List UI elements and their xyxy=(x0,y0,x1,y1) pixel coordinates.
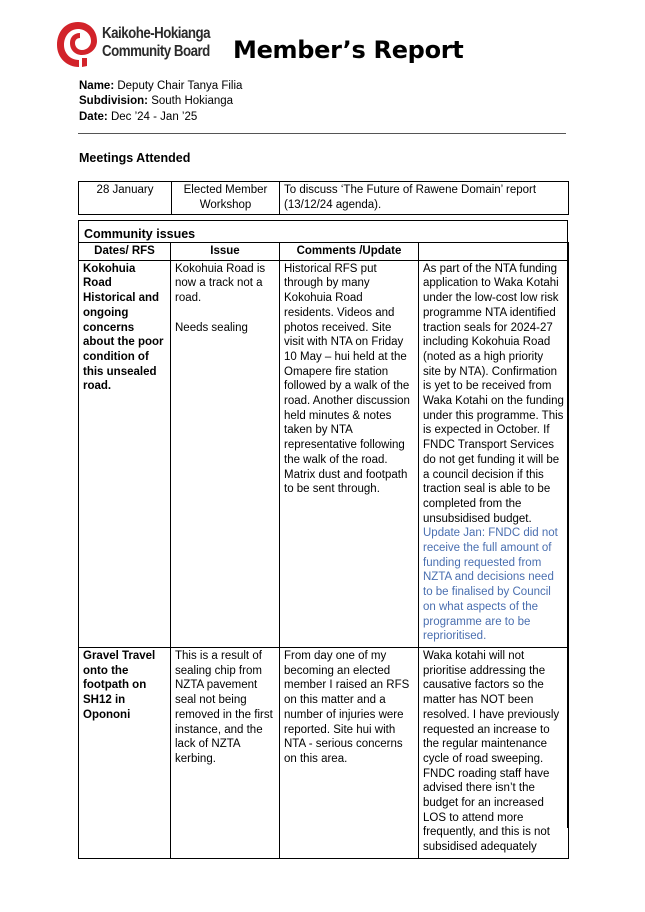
issue-update xyxy=(419,260,569,647)
issue-topic: Gravel Travel onto the footpath on SH12 in Opononi xyxy=(79,647,171,858)
column-header-comments: Comments /Update xyxy=(280,243,419,261)
name-line xyxy=(79,79,242,94)
meeting-type: Elected Member Workshop xyxy=(172,182,280,215)
column-header-update xyxy=(419,243,569,261)
name-value: Deputy Chair Tanya Filia xyxy=(114,80,243,92)
date-value: Dec ’24 - Jan ’25 xyxy=(107,110,198,123)
board-logo xyxy=(55,20,215,70)
issue-description xyxy=(171,260,280,647)
table-row xyxy=(79,260,569,647)
issue-update: Waka kotahi will not prioritise addressing the causative factors so the matter has NOT been resolved. I have previously requested an increase to the regular maintenance cycle of road sweeping. FNDC roading staff have advised there isn’t the budget for an increased LOS to attend more frequently, and this is not subsidised adequately xyxy=(419,647,569,858)
table-row xyxy=(79,182,569,215)
subdivision-value: South Hokianga xyxy=(148,95,234,108)
issue-comments: Historical RFS put through by many Kokohuia Road residents. Videos and photos received. Site visit with NTA on Friday 10 May – hui held at the Omapere fire station followed by a walk of the road. Another discussion held minutes & notes taken by NTA representative following the walk of the road. Matrix dust and footpath to be sent through. xyxy=(280,260,419,647)
column-header-dates: Dates/ RFS xyxy=(79,243,171,261)
logo-line-2: Community Board xyxy=(102,43,210,60)
date-line xyxy=(79,110,242,125)
horizontal-divider xyxy=(78,133,566,134)
paragraph-gap xyxy=(175,306,275,321)
column-header-issue: Issue xyxy=(171,243,280,261)
report-meta xyxy=(79,79,242,125)
meeting-date: 28 January xyxy=(79,182,172,215)
meetings-table xyxy=(78,181,569,215)
meetings-heading: Meetings Attended xyxy=(79,151,191,165)
meeting-purpose: To discuss ‘The Future of Rawene Domain’ report (13/12/24 agenda). xyxy=(280,182,569,215)
table-row xyxy=(79,647,569,858)
koru-logo-icon xyxy=(55,20,101,68)
logo-wordmark xyxy=(102,25,210,61)
name-label: Name: xyxy=(79,80,115,92)
subdivision-label: Subdivision: xyxy=(79,95,148,108)
issue-comments: From day one of my becoming an elected member I raised an RFS on this matter and a number of injuries were reported. Site hui with NTA - serious concerns on this area. xyxy=(280,647,419,858)
date-label: Date: xyxy=(79,110,108,123)
table-header-row xyxy=(79,243,569,261)
logo-line-1: Kaikohe-Hokianga xyxy=(102,25,211,42)
community-issues-table xyxy=(78,242,569,859)
issue-description-text: Needs sealing xyxy=(175,321,248,334)
report-title: Member’s Report xyxy=(233,36,464,64)
community-issues-heading: Community issues xyxy=(84,227,196,241)
issue-description: This is a result of sealing chip from NZTA pavement seal not being removed in the first instance, and the lack of NZTA kerbing. xyxy=(171,647,280,858)
issue-update-jan: Update Jan: FNDC did not receive the full amount of funding requested from NZTA and decisions need to be finalised by Council on what aspects of the programme are to be reprioritised. xyxy=(423,527,558,643)
issue-update-text: As part of the NTA funding application to Waka Kotahi under the low-cost low risk programme NTA identified traction seals for 2024-27 including Kokohuia Road (noted as a high priority site by NTA). Confirmation is yet to be received from Waka Kotahi on the funding under this programme. This is expected in October. If FNDC Transport Services do not get funding it will be a council decision if this traction seal is able to be completed from the unsubsidised budget. xyxy=(423,262,564,525)
issue-description-text: Kokohuia Road is now a track not a road. xyxy=(175,262,266,305)
issue-topic: Kokohuia Road Historical and ongoing concerns about the poor condition of this unsealed road. xyxy=(79,260,171,647)
subdivision-line xyxy=(79,94,242,109)
